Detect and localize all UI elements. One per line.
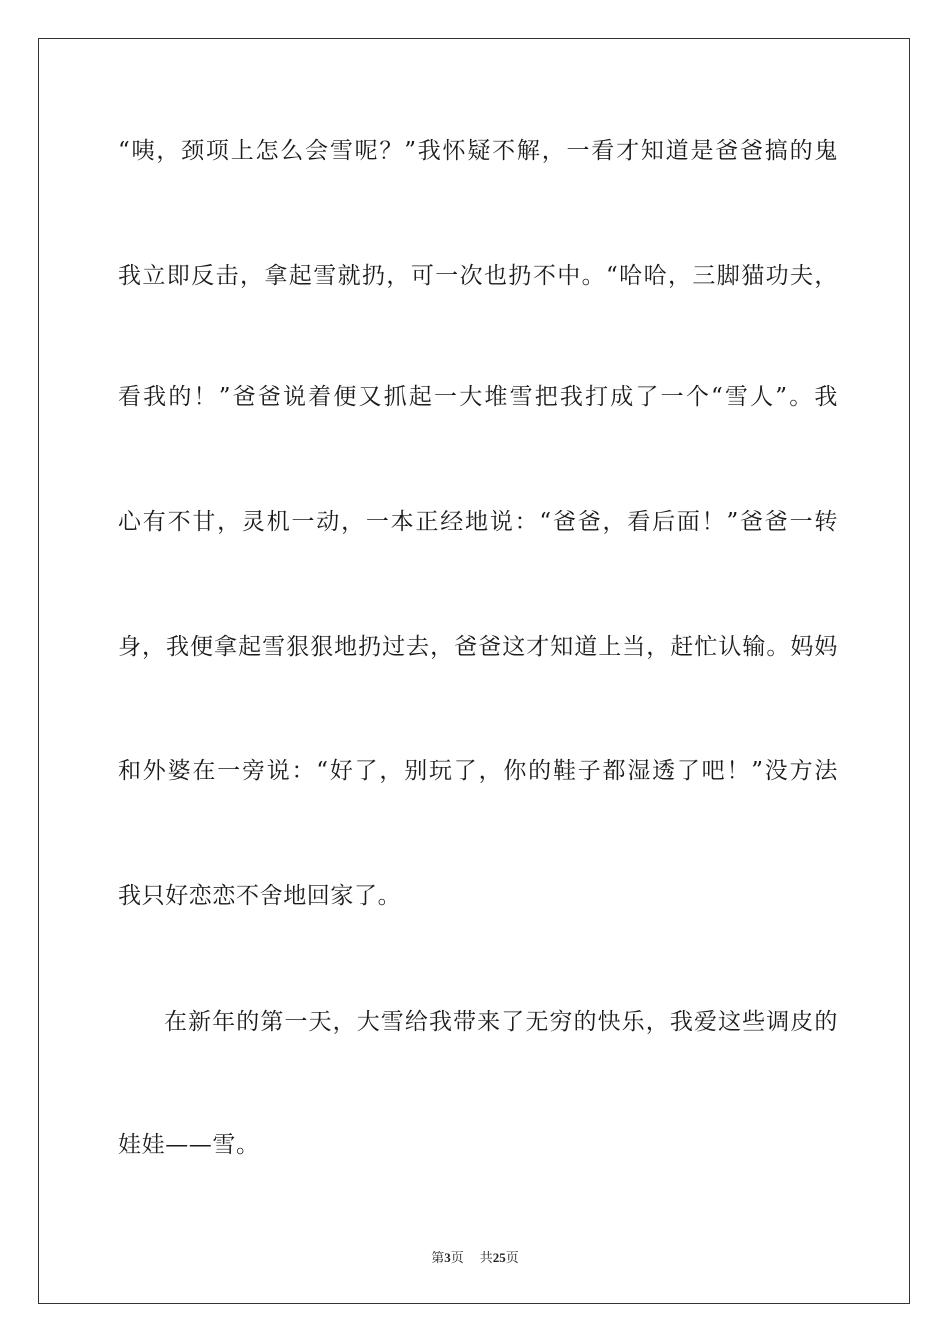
page-prefix: 第 [431, 1251, 445, 1266]
page-border [38, 38, 910, 1304]
text-line: 我只好恋恋不舍地回家了。 [118, 883, 402, 909]
text-line: 我立即反击，拿起雪就扔，可一次也扔不中。“哈哈，三脚猫功夫， [118, 263, 838, 289]
total-suffix: 页 [505, 1251, 519, 1266]
total-prefix: 共 [479, 1251, 493, 1266]
text-line: 在新年的第一天，大雪给我带来了无穷的快乐，我爱这些调皮的 [164, 1009, 838, 1035]
text-line: 心有不甘，灵机一动，一本正经地说：“爸爸，看后面！”爸爸一转 [118, 509, 838, 535]
text-line: “咦，颈项上怎么会雪呢？”我怀疑不解，一看才知道是爸爸搞的鬼 [118, 138, 838, 164]
text-line: 和外婆在一旁说：“好了，别玩了，你的鞋子都湿透了吧！”没方法 [118, 758, 838, 784]
page-suffix: 页 [450, 1251, 464, 1266]
page-number: 3 [444, 1250, 451, 1265]
page-footer [0, 1247, 950, 1266]
text-line: 看我的！”爸爸说着便又抓起一大堆雪把我打成了一个“雪人”。我 [118, 384, 838, 410]
total-pages: 25 [492, 1250, 506, 1265]
text-line: 娃娃——雪。 [118, 1132, 260, 1158]
text-line: 身，我便拿起雪狠狠地扔过去，爸爸这才知道上当，赶忙认输。妈妈 [118, 634, 838, 660]
